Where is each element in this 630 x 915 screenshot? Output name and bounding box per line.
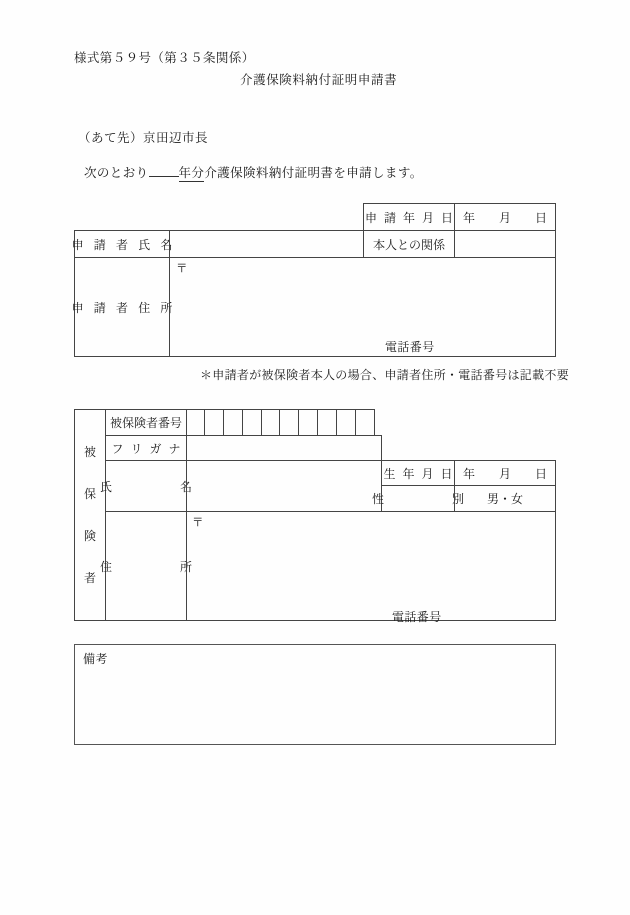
applicant-address-field[interactable] <box>169 257 556 357</box>
applicant-note: ＊申請者が被保険者本人の場合、申請者住所・電話番号は記載不要 <box>200 368 570 382</box>
applicant-phone-label: 電話番号 <box>385 340 435 354</box>
application-date-value[interactable]: 年 月 日 <box>454 203 556 231</box>
relationship-label: 本人との関係 <box>363 230 455 258</box>
addressee-line: （あて先）京田辺市長 <box>78 130 209 145</box>
insured-side-label-char-0: 被 <box>83 445 96 459</box>
insured-name-field[interactable] <box>186 460 382 512</box>
insured-side-label <box>74 409 106 621</box>
insured-number-digit-2[interactable] <box>224 409 243 436</box>
relationship-field[interactable] <box>454 230 556 258</box>
insured-number-boxes[interactable] <box>186 409 375 436</box>
document-title: 介護保険料納付証明申請書 <box>240 72 398 87</box>
gender-label: 性 別 <box>381 485 455 512</box>
insured-number-digit-7[interactable] <box>318 409 337 436</box>
insured-number-digit-0[interactable] <box>186 409 205 436</box>
application-date-label: 申 請 年 月 日 <box>363 203 455 231</box>
postal-mark-icon-insured: 〒 <box>192 515 204 529</box>
statement-suffix: 介護保険料納付証明書を申請します。 <box>204 165 423 180</box>
statement-prefix: 次のとおり <box>84 165 149 180</box>
insured-number-digit-3[interactable] <box>243 409 262 436</box>
remarks-box[interactable] <box>74 644 556 745</box>
insured-side-label-char-1: 保 <box>83 487 96 501</box>
birthdate-value[interactable]: 年 月 日 <box>454 460 556 486</box>
applicant-name-label: 申 請 者 氏 名 <box>74 230 170 258</box>
insured-side-label-char-2: 険 <box>83 529 96 543</box>
furigana-label: フ リ ガ ナ <box>105 435 187 461</box>
insured-address-field[interactable] <box>186 511 556 621</box>
insured-address-label: 住 所 <box>105 511 187 621</box>
applicant-name-field[interactable] <box>169 230 364 258</box>
birthdate-label: 生 年 月 日 <box>381 460 455 486</box>
statement-underlined: 年分 <box>178 165 205 180</box>
gender-value[interactable]: 男・女 <box>454 485 556 512</box>
year-blank-field[interactable] <box>149 162 179 177</box>
furigana-field[interactable] <box>186 435 382 461</box>
insured-number-digit-9[interactable] <box>356 409 375 436</box>
insured-number-digit-6[interactable] <box>299 409 318 436</box>
applicant-address-label: 申 請 者 住 所 <box>74 257 170 357</box>
insured-number-label: 被保険者番号 <box>105 409 187 436</box>
insured-number-digit-1[interactable] <box>205 409 224 436</box>
insured-number-digit-8[interactable] <box>337 409 356 436</box>
remarks-label: 備考 <box>83 652 109 666</box>
insured-side-label-char-3: 者 <box>83 571 96 585</box>
insured-number-digit-5[interactable] <box>280 409 299 436</box>
insured-phone-label: 電話番号 <box>392 610 442 624</box>
form-number: 様式第５９号（第３５条関係） <box>74 50 255 65</box>
insured-name-label: 氏 名 <box>105 460 187 512</box>
postal-mark-icon: 〒 <box>176 261 188 275</box>
insured-number-digit-4[interactable] <box>262 409 281 436</box>
statement-line <box>84 162 423 182</box>
